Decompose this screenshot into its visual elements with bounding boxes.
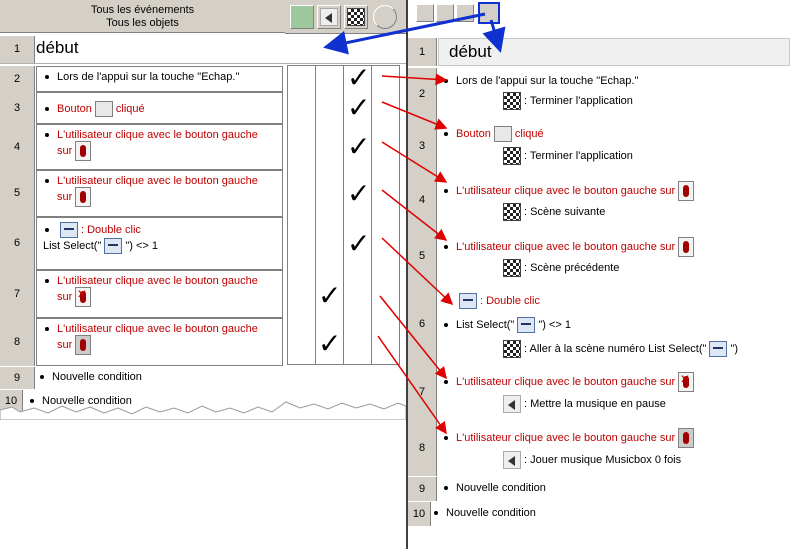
condition-text: Lors de l'appui sur la touche "Echap." <box>456 75 639 87</box>
row-number-10: 10 <box>408 502 431 526</box>
condition-text: List Select(" <box>456 318 515 331</box>
scene-start-title: début <box>36 38 79 57</box>
condition-text: L'utilisateur clique avec le bouton gauche <box>57 129 258 141</box>
condition-text: : Double clic <box>81 223 141 236</box>
blue-arrow-left <box>326 14 485 47</box>
condition-text: L'utilisateur clique avec le bouton gauche sur <box>456 240 676 253</box>
check-mark[interactable]: ✓ <box>347 227 371 260</box>
row-number-6: 6 <box>408 284 437 364</box>
new-condition-text: Nouvelle condition <box>446 507 536 519</box>
red-arrow <box>378 336 446 433</box>
action-text: : Mettre la musique en pause <box>524 397 666 410</box>
condition-text-2: sur <box>57 338 73 351</box>
row-number-8: 8 <box>0 318 35 366</box>
red-arrow <box>382 238 452 304</box>
new-condition-text: Nouvelle condition <box>52 371 142 383</box>
red-arrow <box>382 190 446 240</box>
filter-objects-label[interactable]: Tous les objets <box>106 17 179 29</box>
row-number-10: 10 <box>0 390 23 412</box>
action-text: : Terminer l'application <box>524 94 633 107</box>
condition-text: L'utilisateur clique avec le bouton gauche sur <box>456 375 676 388</box>
check-mark[interactable]: ✓ <box>347 91 371 124</box>
row-number-8: 8 <box>408 420 437 476</box>
red-arrow <box>382 76 446 80</box>
condition-text-2: cliqué <box>514 127 544 140</box>
action-text: : Scène suivante <box>524 205 606 218</box>
blue-arrow-down <box>491 20 500 50</box>
condition-text-2: sur <box>57 290 73 303</box>
row-number-1: 1 <box>408 38 437 66</box>
check-mark[interactable]: ✓ <box>318 279 342 312</box>
condition-text: Bouton <box>456 127 491 140</box>
condition-text: L'utilisateur clique avec le bouton gauche <box>57 323 258 335</box>
red-arrow <box>382 102 446 128</box>
action-text: : Terminer l'application <box>524 149 633 162</box>
condition-text: Bouton <box>57 102 92 115</box>
action-text: : Scène précédente <box>524 261 620 274</box>
row-number-7: 7 <box>408 364 437 420</box>
condition-text-2: sur <box>57 190 73 203</box>
row-number-7: 7 <box>0 270 35 318</box>
check-mark[interactable]: ✓ <box>318 327 342 360</box>
condition-text: L'utilisateur clique avec le bouton gauche <box>57 275 258 287</box>
row-number-4: 4 <box>0 124 35 170</box>
filter-events-label[interactable]: Tous les événements <box>90 4 195 16</box>
new-condition-text: Nouvelle condition <box>42 395 132 407</box>
row-number-2: 2 <box>0 66 35 92</box>
row-number-4: 4 <box>408 172 437 228</box>
condition-text-3: ") <> 1 <box>125 239 158 252</box>
condition-text-2: ") <> 1 <box>538 318 571 331</box>
condition-text-2: cliqué <box>115 102 145 115</box>
row-number: 1 <box>0 36 35 63</box>
scene-start-title: début <box>449 42 492 61</box>
new-condition-text: Nouvelle condition <box>456 482 546 494</box>
condition-text: : Double clic <box>480 294 540 307</box>
row-number-9: 9 <box>408 477 437 501</box>
condition-text: Lors de l'appui sur la touche "Echap." <box>57 71 240 83</box>
check-mark[interactable]: ✓ <box>347 130 371 163</box>
check-mark[interactable]: ✓ <box>347 61 371 94</box>
action-text: : Aller à la scène numéro List Select(" <box>524 342 707 355</box>
condition-text: L'utilisateur clique avec le bouton gauche <box>57 175 258 187</box>
row-number-6: 6 <box>0 217 35 270</box>
check-mark[interactable]: ✓ <box>347 177 371 210</box>
action-text-2: ") <box>730 342 739 355</box>
condition-text-2: sur <box>57 144 73 157</box>
row-number-3: 3 <box>408 120 437 172</box>
row-number-9: 9 <box>0 367 35 389</box>
row-number-3: 3 <box>0 92 35 124</box>
red-arrow <box>382 142 446 182</box>
row-number-2: 2 <box>408 68 437 120</box>
condition-text-2: List Select(" <box>43 239 102 252</box>
condition-text: L'utilisateur clique avec le bouton gauche sur <box>456 431 676 444</box>
red-arrow <box>380 296 446 378</box>
row-number-5: 5 <box>0 170 35 217</box>
condition-text: L'utilisateur clique avec le bouton gauche sur <box>456 184 676 197</box>
row-number-5: 5 <box>408 228 437 284</box>
action-text: : Jouer musique Musicbox 0 fois <box>524 453 682 466</box>
